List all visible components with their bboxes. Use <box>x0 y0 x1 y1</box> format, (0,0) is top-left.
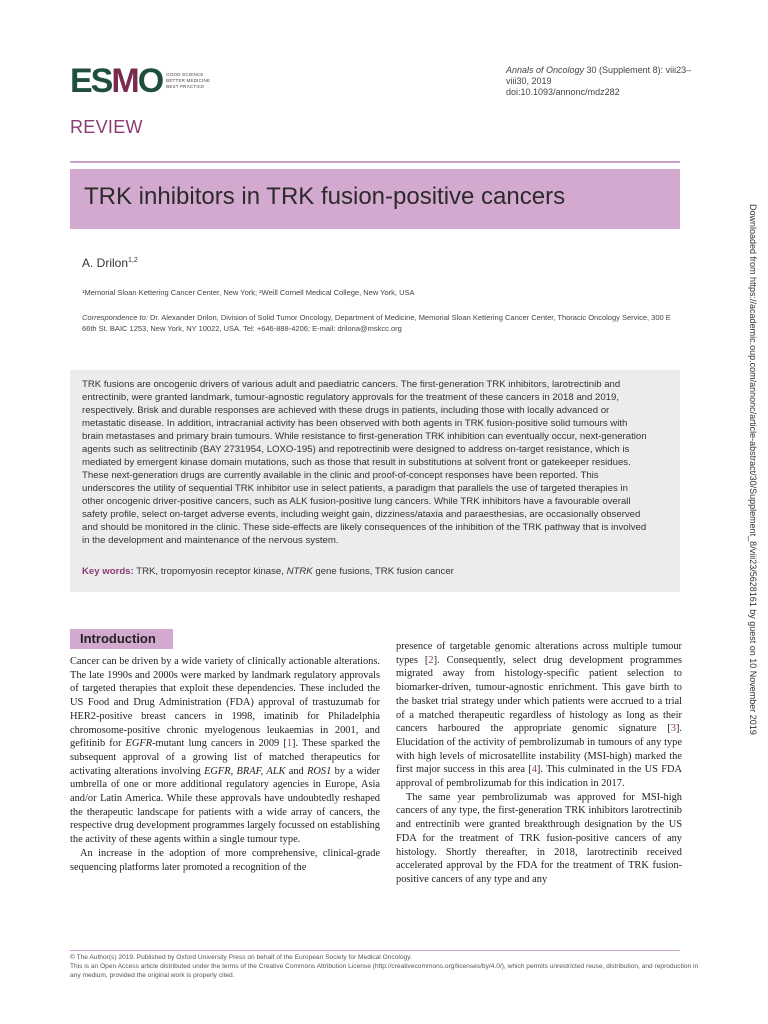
paragraph: The same year pembrolizumab was approved for MSI-high cancers of any type, the first-generation TRK inhibitors larotrectinib and entrectinib were granted breakthrough designation by the US FDA for the treatment of TRK fusion-positive cancers of any histology. Shortly thereafter, in 2018, larotrectinib received accelerated approval by the FDA for the treatment of TRK fusion-positive cancers of any type and any <box>396 791 682 885</box>
article-title: TRK inhibitors in TRK fusion-positive cancers <box>84 183 566 210</box>
paragraph: presence of targetable genomic alterations across multiple tumour types [2]. Consequently, select drug development programmes migrated away from histology-specific patient selection to biomarker-driven, tumour-agnostic enrichment. This gave birth to the basket trial strategy under which patients were accrued to a trial of a matched therapeutic regardless of histology as long as their cancers harboured the appropriate genomic signature [3]. Elucidation of the activity of pembrolizumab in tumours of any type with high levels of microsatellite instability (MSI-high) marked the first major success in this area [4]. This culminated in the US FDA approval of pembrolizumab for this indication in 2017. <box>396 641 682 790</box>
section-label: REVIEW <box>70 117 143 137</box>
introduction-heading: Introduction <box>70 629 173 649</box>
column-left <box>70 655 380 874</box>
download-watermark: Downloaded from https://academic.oup.com/annonc/article-abstract/30/Supplement_8/viii23/5628161 by guest on 10 November 2019 <box>748 204 758 735</box>
affiliation: ¹Memorial Sloan Kettering Cancer Center, New York; ²Weill Cornell Medical College, New York, USA <box>82 288 415 297</box>
correspondence: Correspondence to: Dr. Alexander Drilon, Division of Solid Tumor Oncology, Department of Medicine, Memorial Sloan Kettering Cancer Center, Thoracic Oncology Service, 300 E 66th St. BAIC 1253, New York, NY 10022, USA. Tel: +646-888-4206; E-mail: drilona@mskcc.org <box>82 313 671 333</box>
reference-link[interactable]: 3 <box>670 723 676 735</box>
license-text: This is an Open Access article distributed under the terms of the Creative Commons Attribution License (http://creativecommons.org/licenses/by/4.0/), which permits unrestricted reuse, distribution, and reproduction in any medium, provided the original work is properly cited. <box>70 963 699 979</box>
license-footer <box>70 953 710 980</box>
esmo-logo <box>70 64 210 98</box>
esmo-logo-wordmark: ESMO <box>70 62 163 100</box>
abstract-text: TRK fusions are oncogenic drivers of various adult and paediatric cancers. The first-generation TRK inhibitors, larotrectinib and entrectinib, were granted landmark, tumour-agnostic regulatory approvals for the treatment of these cancers in 2018 and 2019, respectively. Brisk and durable responses are achieved with these drugs in patients, including those with locally advanced or metastatic disease. In addition, intracranial activity has been observed with both agents in TRK fusion-positive solid tumours with brain metastases and primary brain tumours. While resistance to first-generation TRK inhibition can eventually occur, next-generation agents such as selitrectinib (BAY 2731954, LOXO-195) and repotrectinib were designed to address on-target resistance, which is mediated by emergent kinase domain mutations, such as those that result in substitutions at solvent front or gatekeeper residues. These next-generation drugs are currently available in the clinic and proof-of-concept responses have been reported. This underscores the utility of sequential TRK inhibitor use in select patients, a paradigm that parallels the use of targeted therapies in other oncogenic driver-positive cancers, such as ALK fusion-positive lung cancers. While TRK inhibitors have a favourable overall safety profile, select on-target adverse events, including weight gain, dizziness/ataxia and paraesthesias, are occasionally observed and should be monitored in the clinic. These side-effects are likely consequences of the inhibition of the TRK pathway that is involved in the development and maintenance of the nervous system. <box>82 379 647 546</box>
reference-link[interactable]: 4 <box>531 764 537 776</box>
title-banner <box>70 169 680 229</box>
journal-citation <box>506 65 706 98</box>
journal-name: Annals of Oncology <box>506 65 585 75</box>
reference-link[interactable]: 2 <box>428 654 434 666</box>
journal-doi: doi:10.1093/annonc/mdz282 <box>506 87 620 97</box>
reference-link[interactable]: 1 <box>286 738 293 750</box>
journal-volume: 30 (Supplement 8): viii23–viii30, 2019 <box>506 65 692 86</box>
paragraph: Cancer can be driven by a wide variety of clinically actionable alterations. The late 1990s and 2000s were marked by landmark regulatory approvals of targeted therapies that exploit these dependencies. These included the US Food and Drug Administration (FDA) approval of trastuzumab for HER2-positive breast cancers in 1998, imatinib for Philadelphia chromosome-positive chronic myelogenous leukaemias in 2001, and gefitinib for EGFR-mutant lung cancers in 2009 [1]. These sparked the subsequent approval of a growing list of matched therapeutics for activating alterations involving EGFR, BRAF, ALK and ROS1 by a wider umbrella of one or more additional regulatory agencies in Europe, Asia and/or Latin America. While these approvals have undoubtedly reshaped the therapeutic landscape for patients with a wide array of cancers, the respective drug development programmes largely focussed on establishing the activity of these agents within a single tumour type. <box>70 656 380 846</box>
footer-rule <box>70 950 680 951</box>
esmo-logo-tagline: GOOD SCIENCE BETTER MEDICINE BEST PRACTICE <box>166 72 211 89</box>
keywords: Key words: TRK, tropomyosin receptor kinase, NTRK gene fusions, TRK fusion cancer <box>82 566 454 577</box>
header-rule <box>70 161 680 163</box>
column-right <box>396 640 682 887</box>
paragraph: An increase in the adoption of more comprehensive, clinical-grade sequencing platforms later promoted a recognition of the <box>70 847 380 873</box>
author-line: A. Drilon$^{1,2}$ <box>82 256 138 270</box>
copyright-line: © The Author(s) 2019. Published by Oxford University Press on behalf of the European Society for Medical Oncology. <box>70 954 412 961</box>
abstract-box <box>70 370 680 592</box>
